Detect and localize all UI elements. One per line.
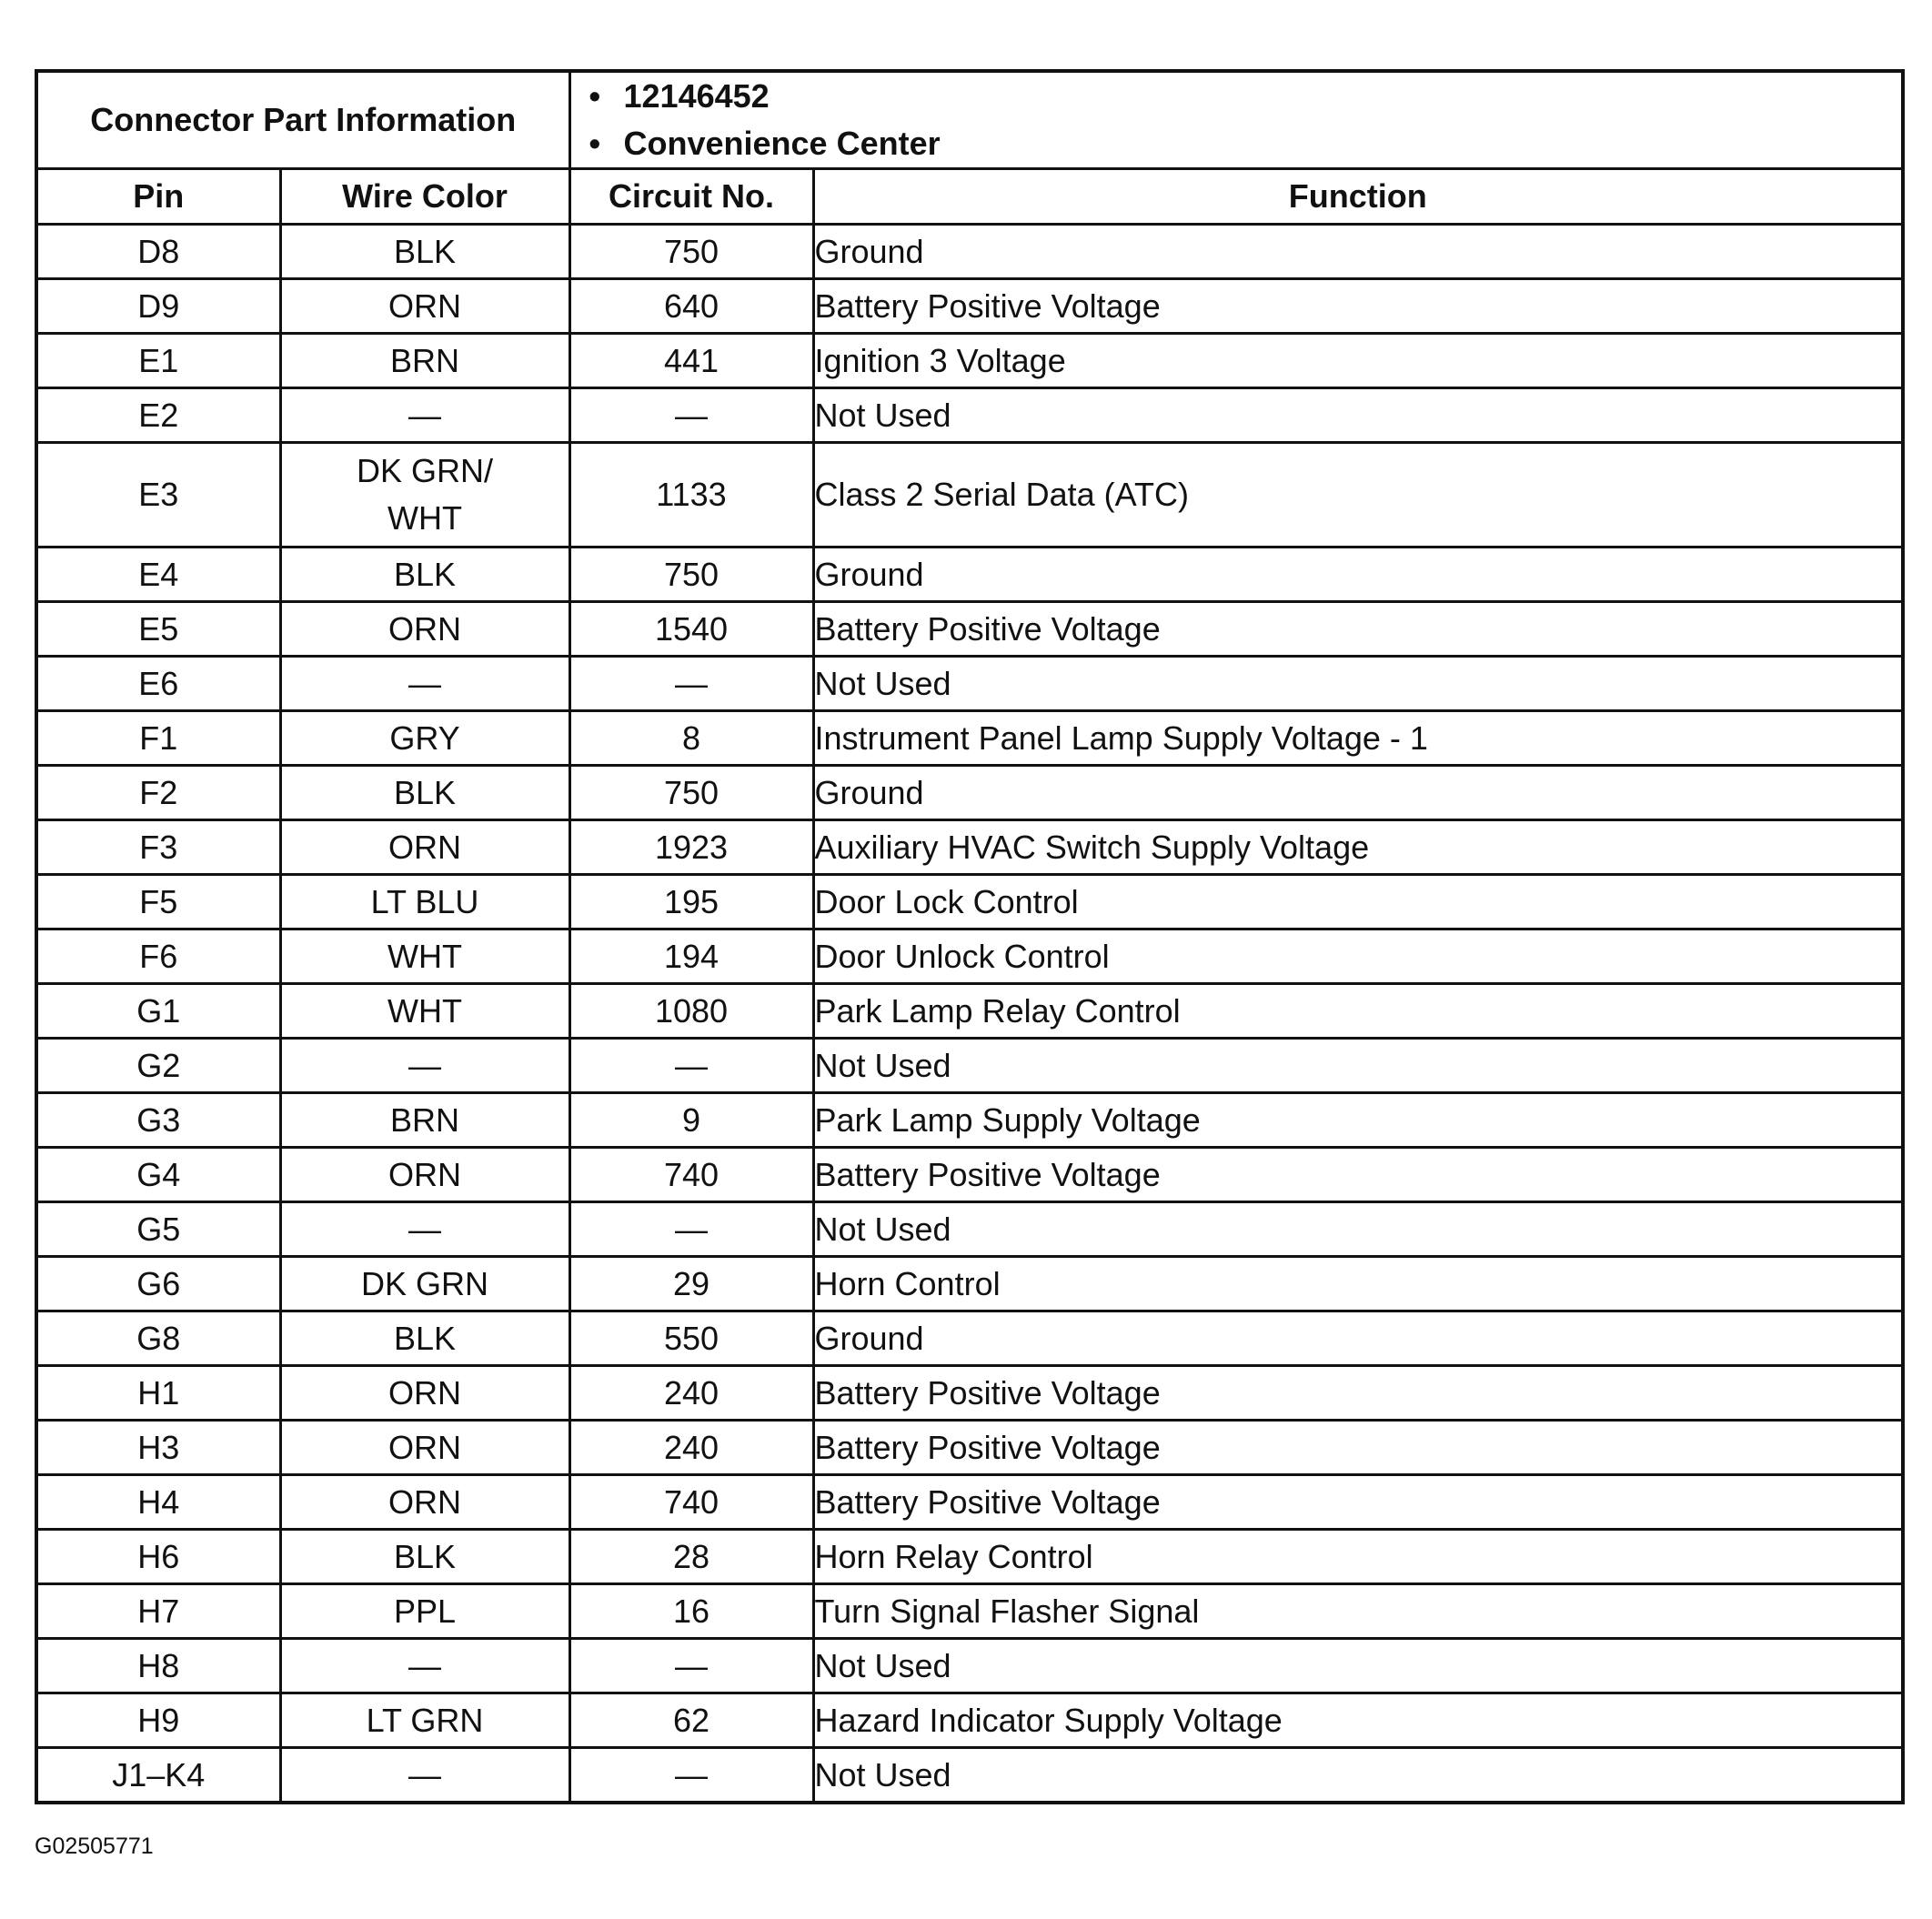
circuit-no-cell: —	[569, 657, 813, 711]
connector-table-sheet	[35, 69, 1901, 1804]
table-row	[36, 1366, 1903, 1421]
circuit-no-cell: —	[569, 1748, 813, 1803]
table-row	[36, 1421, 1903, 1475]
wire-color-cell: ORN	[280, 602, 569, 657]
table-row	[36, 711, 1903, 766]
wire-color-cell: BLK	[280, 766, 569, 820]
table-row	[36, 1475, 1903, 1530]
table-row	[36, 875, 1903, 929]
circuit-no-cell: 240	[569, 1366, 813, 1421]
table-row	[36, 1639, 1903, 1693]
circuit-no-cell: 750	[569, 766, 813, 820]
circuit-no-cell: 16	[569, 1584, 813, 1639]
table-row	[36, 279, 1903, 334]
function-cell: Auxiliary HVAC Switch Supply Voltage	[813, 820, 1903, 875]
circuit-no-cell: 9	[569, 1093, 813, 1148]
table-row	[36, 820, 1903, 875]
wire-color-cell: DK GRN/ WHT	[280, 443, 569, 548]
function-cell: Door Unlock Control	[813, 929, 1903, 984]
table-row	[36, 657, 1903, 711]
column-header-row	[36, 169, 1903, 225]
table-row	[36, 1693, 1903, 1748]
pin-cell: D8	[36, 225, 280, 279]
function-cell: Ignition 3 Voltage	[813, 334, 1903, 388]
wire-color-cell: DK GRN	[280, 1257, 569, 1311]
connector-table	[35, 69, 1905, 1804]
circuit-no-cell: 441	[569, 334, 813, 388]
wire-color-cell: WHT	[280, 929, 569, 984]
function-cell: Horn Control	[813, 1257, 1903, 1311]
circuit-no-cell: 195	[569, 875, 813, 929]
pin-cell: E2	[36, 388, 280, 443]
connector-info-row	[36, 71, 1903, 169]
wire-color-cell: LT GRN	[280, 1693, 569, 1748]
pin-cell: G8	[36, 1311, 280, 1366]
function-cell: Battery Positive Voltage	[813, 1475, 1903, 1530]
pin-cell: F2	[36, 766, 280, 820]
function-cell: Battery Positive Voltage	[813, 1148, 1903, 1202]
table-row	[36, 1093, 1903, 1148]
function-cell: Horn Relay Control	[813, 1530, 1903, 1584]
function-cell: Park Lamp Supply Voltage	[813, 1093, 1903, 1148]
table-row	[36, 1257, 1903, 1311]
function-cell: Not Used	[813, 1202, 1903, 1257]
bullet-icon: •	[589, 125, 601, 162]
pin-cell: D9	[36, 279, 280, 334]
wire-color-cell: —	[280, 1202, 569, 1257]
header-pin: Pin	[36, 169, 280, 225]
circuit-no-cell: 240	[569, 1421, 813, 1475]
connector-info-details	[569, 71, 1903, 169]
pin-cell: G1	[36, 984, 280, 1039]
connector-info-label: Connector Part Information	[36, 71, 569, 169]
table-row	[36, 548, 1903, 602]
function-cell: Ground	[813, 766, 1903, 820]
circuit-no-cell: —	[569, 388, 813, 443]
function-cell: Not Used	[813, 1639, 1903, 1693]
table-row	[36, 443, 1903, 548]
wire-color-cell: WHT	[280, 984, 569, 1039]
table-row	[36, 1311, 1903, 1366]
pin-cell: F5	[36, 875, 280, 929]
connector-part-number: • 12146452	[624, 73, 1902, 120]
pin-cell: H1	[36, 1366, 280, 1421]
table-row	[36, 334, 1903, 388]
function-cell: Instrument Panel Lamp Supply Voltage - 1	[813, 711, 1903, 766]
table-row	[36, 602, 1903, 657]
table-row	[36, 1584, 1903, 1639]
wire-color-cell: ORN	[280, 1475, 569, 1530]
function-cell: Door Lock Control	[813, 875, 1903, 929]
pin-cell: F3	[36, 820, 280, 875]
function-cell: Hazard Indicator Supply Voltage	[813, 1693, 1903, 1748]
pin-cell: H3	[36, 1421, 280, 1475]
function-cell: Not Used	[813, 1748, 1903, 1803]
pin-cell: H7	[36, 1584, 280, 1639]
wire-color-cell: ORN	[280, 1148, 569, 1202]
wire-color-cell: ORN	[280, 820, 569, 875]
table-row	[36, 984, 1903, 1039]
pin-cell: F1	[36, 711, 280, 766]
wire-color-cell: BLK	[280, 225, 569, 279]
circuit-no-cell: —	[569, 1202, 813, 1257]
function-cell: Class 2 Serial Data (ATC)	[813, 443, 1903, 548]
wire-color-cell: PPL	[280, 1584, 569, 1639]
connector-location: • Convenience Center	[624, 120, 1902, 167]
function-cell: Battery Positive Voltage	[813, 1366, 1903, 1421]
circuit-no-cell: 1923	[569, 820, 813, 875]
table-row	[36, 1148, 1903, 1202]
table-row	[36, 929, 1903, 984]
pin-cell: G4	[36, 1148, 280, 1202]
header-circuit-no: Circuit No.	[569, 169, 813, 225]
function-cell: Battery Positive Voltage	[813, 602, 1903, 657]
header-wire-color: Wire Color	[280, 169, 569, 225]
pin-cell: H6	[36, 1530, 280, 1584]
table-row	[36, 1039, 1903, 1093]
wire-color-cell: BRN	[280, 1093, 569, 1148]
function-cell: Park Lamp Relay Control	[813, 984, 1903, 1039]
function-cell: Not Used	[813, 388, 1903, 443]
circuit-no-cell: —	[569, 1039, 813, 1093]
pin-cell: G3	[36, 1093, 280, 1148]
wire-color-cell: LT BLU	[280, 875, 569, 929]
wire-color-cell: BLK	[280, 1311, 569, 1366]
circuit-no-cell: 62	[569, 1693, 813, 1748]
header-function: Function	[813, 169, 1903, 225]
function-cell: Not Used	[813, 657, 1903, 711]
wire-color-cell: ORN	[280, 279, 569, 334]
function-cell: Battery Positive Voltage	[813, 279, 1903, 334]
wire-color-cell: ORN	[280, 1421, 569, 1475]
pin-cell: H8	[36, 1639, 280, 1693]
function-cell: Ground	[813, 548, 1903, 602]
circuit-no-cell: 750	[569, 225, 813, 279]
circuit-no-cell: 1540	[569, 602, 813, 657]
wire-color-cell: —	[280, 388, 569, 443]
table-row	[36, 1748, 1903, 1803]
wire-color-cell: ORN	[280, 1366, 569, 1421]
pin-cell: G2	[36, 1039, 280, 1093]
table-row	[36, 388, 1903, 443]
pin-cell: G5	[36, 1202, 280, 1257]
circuit-no-cell: 640	[569, 279, 813, 334]
circuit-no-cell: 740	[569, 1475, 813, 1530]
circuit-no-cell: —	[569, 1639, 813, 1693]
table-row	[36, 766, 1903, 820]
circuit-no-cell: 1133	[569, 443, 813, 548]
function-cell: Ground	[813, 1311, 1903, 1366]
pin-cell: E4	[36, 548, 280, 602]
function-cell: Turn Signal Flasher Signal	[813, 1584, 1903, 1639]
pin-cell: H9	[36, 1693, 280, 1748]
figure-id: G02505771	[35, 1834, 154, 1859]
pin-cell: E5	[36, 602, 280, 657]
table-row	[36, 225, 1903, 279]
bullet-icon: •	[589, 77, 601, 115]
circuit-no-cell: 1080	[569, 984, 813, 1039]
function-cell: Ground	[813, 225, 1903, 279]
wire-color-cell: BRN	[280, 334, 569, 388]
wire-color-cell: —	[280, 657, 569, 711]
wire-color-cell: BLK	[280, 1530, 569, 1584]
table-row	[36, 1530, 1903, 1584]
circuit-no-cell: 194	[569, 929, 813, 984]
pin-cell: H4	[36, 1475, 280, 1530]
pin-cell: E6	[36, 657, 280, 711]
wire-color-cell: —	[280, 1748, 569, 1803]
pin-cell: E3	[36, 443, 280, 548]
pin-cell: G6	[36, 1257, 280, 1311]
circuit-no-cell: 750	[569, 548, 813, 602]
pin-cell: E1	[36, 334, 280, 388]
pin-cell: J1–K4	[36, 1748, 280, 1803]
wire-color-cell: —	[280, 1039, 569, 1093]
table-row	[36, 1202, 1903, 1257]
connector-info-list	[571, 73, 1902, 167]
function-cell: Not Used	[813, 1039, 1903, 1093]
wire-color-cell: —	[280, 1639, 569, 1693]
wire-color-cell: GRY	[280, 711, 569, 766]
pin-cell: F6	[36, 929, 280, 984]
circuit-no-cell: 550	[569, 1311, 813, 1366]
circuit-no-cell: 740	[569, 1148, 813, 1202]
wire-color-cell: BLK	[280, 548, 569, 602]
function-cell: Battery Positive Voltage	[813, 1421, 1903, 1475]
circuit-no-cell: 28	[569, 1530, 813, 1584]
circuit-no-cell: 29	[569, 1257, 813, 1311]
circuit-no-cell: 8	[569, 711, 813, 766]
